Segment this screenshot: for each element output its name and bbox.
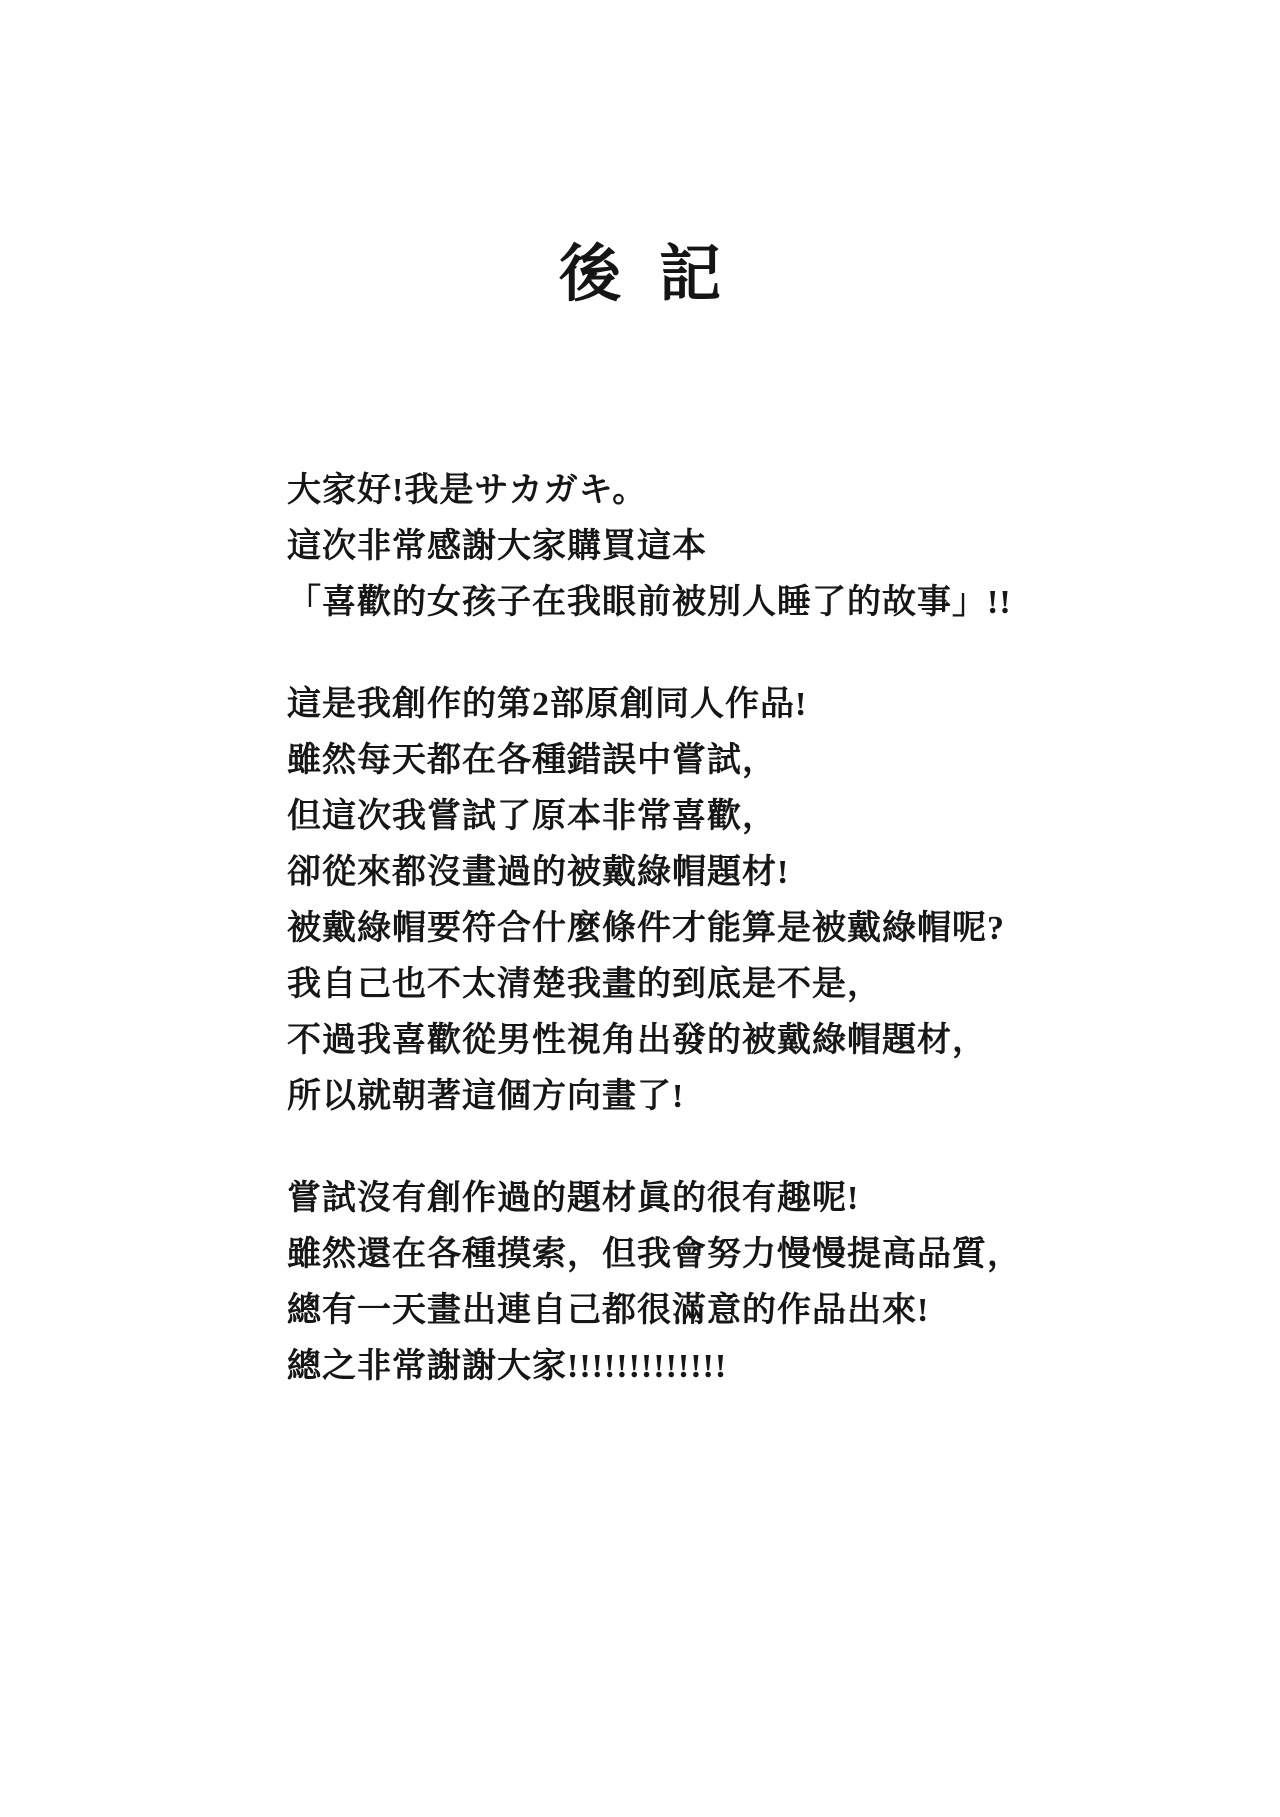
afterword-line: 我自己也不太清楚我畫的到底是不是， xyxy=(287,966,882,1003)
afterword-line: 總有一天畫出連自己都很滿意的作品出來! xyxy=(287,1292,930,1329)
afterword-line: 卻從來都沒畫過的被戴綠帽題材! xyxy=(287,854,790,891)
afterword-body xyxy=(287,463,1047,1395)
afterword-line: 「喜歡的女孩子在我眼前被別人睡了的故事」!! xyxy=(287,584,1012,621)
afterword-line: 雖然每天都在各種錯誤中嘗試， xyxy=(287,742,777,779)
afterword-paragraph xyxy=(287,1171,1047,1395)
afterword-line: 所以就朝著這個方向畫了! xyxy=(287,1078,685,1115)
afterword-line: 總之非常謝謝大家!!!!!!!!!!!!! xyxy=(287,1348,728,1385)
page-title xyxy=(0,238,1280,312)
afterword-line: 這次非常感謝大家購買這本 xyxy=(287,528,707,565)
afterword-line: 但這次我嘗試了原本非常喜歡， xyxy=(287,798,777,835)
afterword-line: 被戴綠帽要符合什麼條件才能算是被戴綠帽呢? xyxy=(287,910,1005,947)
afterword-line: 雖然還在各種摸索，但我會努力慢慢提高品質， xyxy=(287,1236,1022,1273)
afterword-line: 這是我創作的第2部原創同人作品! xyxy=(287,686,808,723)
page-title-text: 後記 xyxy=(558,241,759,309)
afterword-line: 嘗試沒有創作過的題材眞的很有趣呢! xyxy=(287,1180,860,1217)
afterword-line: 大家好!我是サカガキ。 xyxy=(287,472,648,509)
afterword-paragraph xyxy=(287,463,1047,631)
afterword-line: 不過我喜歡從男性視角出發的被戴綠帽題材， xyxy=(287,1022,987,1059)
afterword-paragraph xyxy=(287,677,1047,1125)
